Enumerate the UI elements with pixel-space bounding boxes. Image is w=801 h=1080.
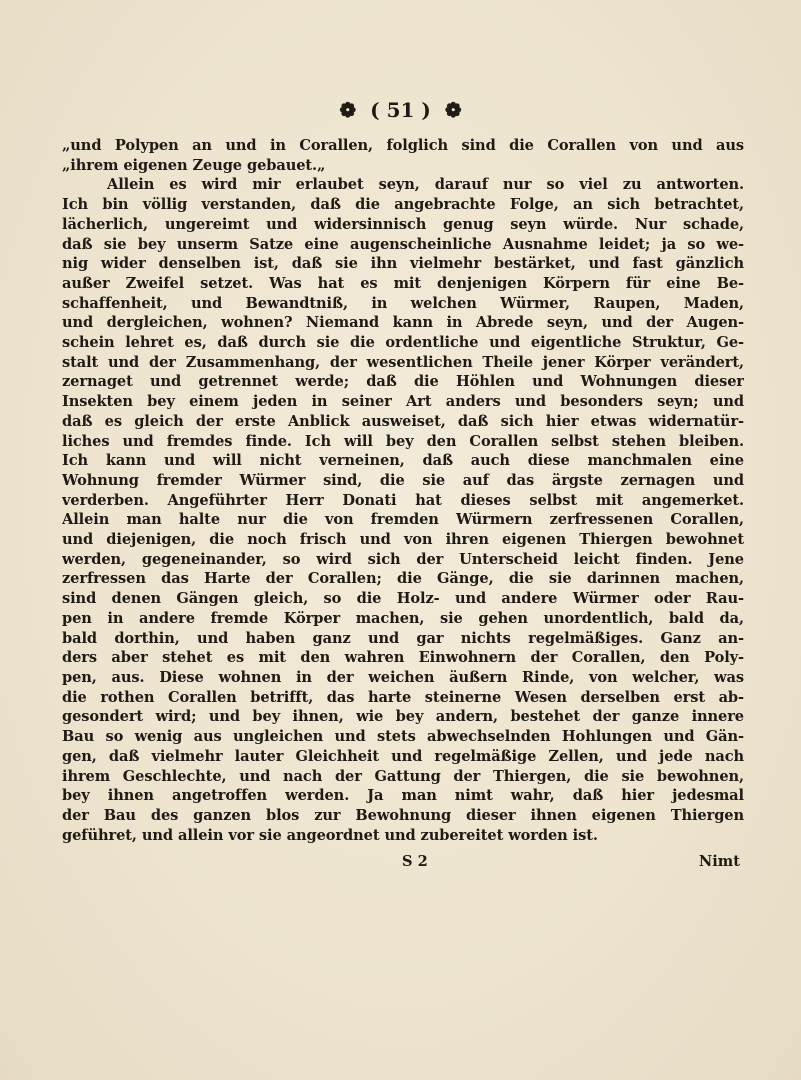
text-line: Wohnung fremder Würmer sind, die sie auf das ärgste zernagen und	[62, 471, 744, 489]
text-line: nig wider denselben ist, daß sie ihn vielmehr bestärket, und fast gänzlich	[62, 255, 744, 273]
text-line: ders aber stehet es mit den wahren Einwohnern der Corallen, den Poly-	[62, 649, 744, 667]
catchword: Nimt	[698, 853, 740, 870]
text-line: daß sie bey unserm Satze eine augenscheinliche Ausnahme leidet; ja so we-	[62, 235, 744, 253]
page-footer	[62, 853, 744, 875]
text-line: pen, aus. Diese wohnen in der weichen äußern Rinde, von welcher, was	[62, 668, 744, 686]
text-line: stalt und der Zusammenhang, der wesentlichen Theile jener Körper verändert,	[62, 353, 744, 371]
text-line: daß es gleich der erste Anblick ausweiset, daß sich hier etwas widernatür-	[62, 412, 744, 430]
text-line: lächerlich, ungereimt und widersinnisch genug seyn würde. Nur schade,	[62, 215, 744, 233]
text-line: Allein man halte nur die von fremden Würmern zerfressenen Corallen,	[62, 511, 744, 529]
ornament-left-icon: ❁	[339, 98, 357, 122]
text-line: außer Zweifel setzet. Was hat es mit denjenigen Körpern für eine Be-	[62, 274, 744, 292]
signature-mark: S 2	[402, 853, 428, 870]
text-line: schaffenheit, und Bewandtniß, in welchen Würmer, Raupen, Maden,	[62, 294, 744, 312]
text-line: und diejenigen, die noch frisch und von ihren eigenen Thiergen bewohnet	[62, 531, 744, 549]
text-line: bald dorthin, und haben ganz und gar nichts regelmäßiges. Ganz an-	[62, 629, 744, 647]
text-line: und dergleichen, wohnen? Niemand kann in Abrede seyn, und der Augen-	[62, 314, 744, 332]
text-line: gen, daß vielmehr lauter Gleichheit und regelmäßige Zellen, und jede nach	[62, 747, 744, 765]
text-line: zernaget und getrennet werde; daß die Höhlen und Wohnungen dieser	[62, 373, 744, 391]
ornament-right-icon: ❁	[444, 98, 462, 122]
text-line: ihrem Geschlechte, und nach der Gattung der Thiergen, die sie bewohnen,	[62, 767, 744, 785]
text-line: schein lehret es, daß durch sie die ordentliche und eigentliche Struktur, Ge-	[62, 334, 744, 352]
text-line: gesondert wird; und bey ihnen, wie bey andern, bestehet der ganze innere	[62, 708, 744, 726]
page-header	[0, 98, 801, 122]
text-line: werden, gegeneinander, so wird sich der Unterscheid leicht finden. Jene	[62, 550, 744, 568]
text-line: pen in andere fremde Körper machen, sie gehen unordentlich, bald da,	[62, 609, 744, 627]
text-line: geführet, und allein vor sie angeordnet und zubereitet worden ist.	[62, 826, 598, 844]
text-line: der Bau des ganzen blos zur Bewohnung dieser ihnen eigenen Thiergen	[62, 806, 744, 824]
text-line: sind denen Gängen gleich, so die Holz- und andere Würmer oder Rau-	[62, 590, 744, 608]
body-text	[62, 136, 744, 845]
text-line: Ich bin völlig verstanden, daß die angebrachte Folge, an sich betrachtet,	[62, 196, 744, 214]
text-line: Bau so wenig aus ungleichen und stets abwechselnden Hohlungen und Gän-	[62, 728, 744, 746]
text-line: „ihrem eigenen Zeuge gebauet.„	[62, 156, 326, 174]
page-number: ( 51 )	[370, 98, 431, 122]
text-line: die rothen Corallen betrifft, das harte steinerne Wesen derselben erst ab-	[62, 688, 744, 706]
text-line: liches und fremdes finde. Ich will bey den Corallen selbst stehen bleiben.	[62, 432, 744, 450]
text-line: Allein es wird mir erlaubet seyn, darauf nur so viel zu antworten.	[107, 176, 744, 194]
text-line: Insekten bey einem jeden in seiner Art anders und besonders seyn; und	[62, 393, 744, 411]
text-line: verderben. Angeführter Herr Donati hat dieses selbst mit angemerket.	[62, 491, 744, 509]
text-line: „und Polypen an und in Corallen, folglich sind die Corallen von und aus	[62, 137, 744, 154]
text-line: zerfressen das Harte der Corallen; die Gänge, die sie darinnen machen,	[62, 570, 744, 588]
text-line: Ich kann und will nicht verneinen, daß auch diese manchmalen eine	[62, 452, 744, 470]
text-line: bey ihnen angetroffen werden. Ja man nimt wahr, daß hier jedesmal	[62, 787, 744, 805]
